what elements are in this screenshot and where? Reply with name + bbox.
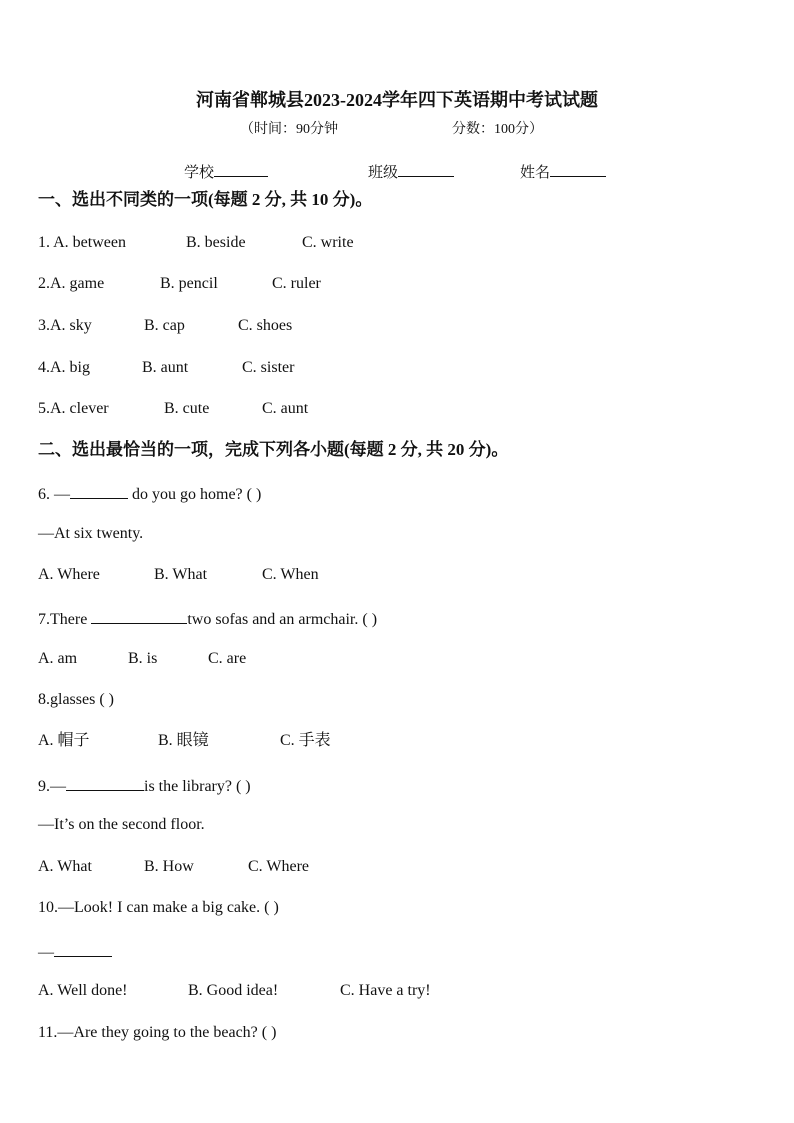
q8-option-b: B. 眼镜: [158, 732, 209, 749]
q3-option-b: B. cap: [144, 317, 185, 334]
q10-option-a: A. Well done!: [38, 982, 128, 999]
q6-text: do you go home? ( ): [132, 486, 262, 503]
q7-blank: [91, 607, 187, 624]
q4-option-a: 4.A. big: [38, 359, 90, 376]
question-8: 8.glasses ( ): [38, 691, 114, 708]
q9-option-a: A. What: [38, 858, 92, 875]
q6-blank: [70, 482, 128, 499]
q3-option-c: C. shoes: [238, 317, 293, 334]
section2-heading: 二、选出最恰当的一项，完成下列各小题(每题 2 分, 共 20 分)。: [38, 440, 509, 459]
q2-option-b: B. pencil: [160, 275, 218, 292]
q7-option-c: C. are: [208, 650, 247, 667]
name-blank: [550, 160, 606, 177]
question-5: [38, 399, 308, 419]
class-blank: [398, 160, 454, 177]
q8-option-c: C. 手表: [280, 732, 331, 749]
time-info: （时间：90分钟: [240, 122, 338, 137]
question-9: [38, 774, 251, 797]
question-6: [38, 482, 261, 505]
class-label: 班级: [368, 165, 399, 181]
q1-option-b: B. beside: [186, 234, 246, 251]
q4-option-b: B. aunt: [142, 359, 189, 376]
q10-answer: [38, 940, 112, 963]
q10-dash: —: [38, 944, 54, 961]
q9-answer: —It’s on the second floor.: [38, 816, 205, 833]
q7-option-b: B. is: [128, 650, 158, 667]
q7-option-a: A. am: [38, 650, 78, 667]
q9-option-b: B. How: [144, 858, 194, 875]
q9-prefix: 9.—: [38, 778, 66, 795]
score-info: 分数：100分）: [452, 122, 543, 137]
question-7: [38, 607, 377, 630]
q8-options: [38, 731, 331, 751]
q1-option-a: 1. A. between: [38, 234, 126, 251]
question-3: [38, 316, 292, 336]
q6-option-a: A. Where: [38, 566, 100, 583]
q2-option-c: C. ruler: [272, 275, 321, 292]
q5-option-b: B. cute: [164, 400, 210, 417]
question-2: [38, 274, 321, 294]
q6-option-c: C. When: [262, 566, 319, 583]
q6-prefix: 6. —: [38, 486, 70, 503]
q7-prefix: 7.There: [38, 611, 92, 628]
name-label: 姓名: [520, 165, 551, 181]
school-label: 学校: [184, 165, 215, 181]
q8-option-a: A. 帽子: [38, 732, 90, 749]
q1-option-c: C. write: [302, 234, 354, 251]
question-4: [38, 358, 294, 378]
q7-options: [38, 649, 246, 669]
q4-option-c: C. sister: [242, 359, 295, 376]
q6-option-b: B. What: [154, 566, 208, 583]
q10-options: [38, 981, 431, 1001]
q5-option-a: 5.A. clever: [38, 400, 109, 417]
question-10: 10.—Look! I can make a big cake. ( ): [38, 899, 279, 916]
q9-option-c: C. Where: [248, 858, 310, 875]
q6-options: [38, 565, 319, 585]
q10-option-b: B. Good idea!: [188, 982, 279, 999]
q6-answer: —At six twenty.: [38, 525, 144, 542]
question-1: [38, 233, 354, 253]
question-11: 11.—Are they going to the beach? ( ): [38, 1024, 277, 1041]
school-field: [184, 160, 268, 182]
name-field: [520, 160, 606, 182]
q9-options: [38, 857, 309, 877]
q9-text: is the library? ( ): [144, 778, 251, 795]
q9-blank: [66, 774, 144, 791]
q10-option-c: C. Have a try!: [340, 982, 431, 999]
q3-option-a: 3.A. sky: [38, 317, 92, 334]
school-blank: [214, 160, 268, 177]
q7-text: two sofas and an armchair. ( ): [187, 611, 378, 628]
q10-blank: [54, 940, 112, 957]
q2-option-a: 2.A. game: [38, 275, 105, 292]
section1-heading: 一、选出不同类的一项(每题 2 分, 共 10 分)。: [38, 190, 373, 209]
q5-option-c: C. aunt: [262, 400, 309, 417]
exam-title: 河南省郸城县2023-2024学年四下英语期中考试试题: [196, 90, 598, 110]
class-field: [368, 160, 454, 182]
